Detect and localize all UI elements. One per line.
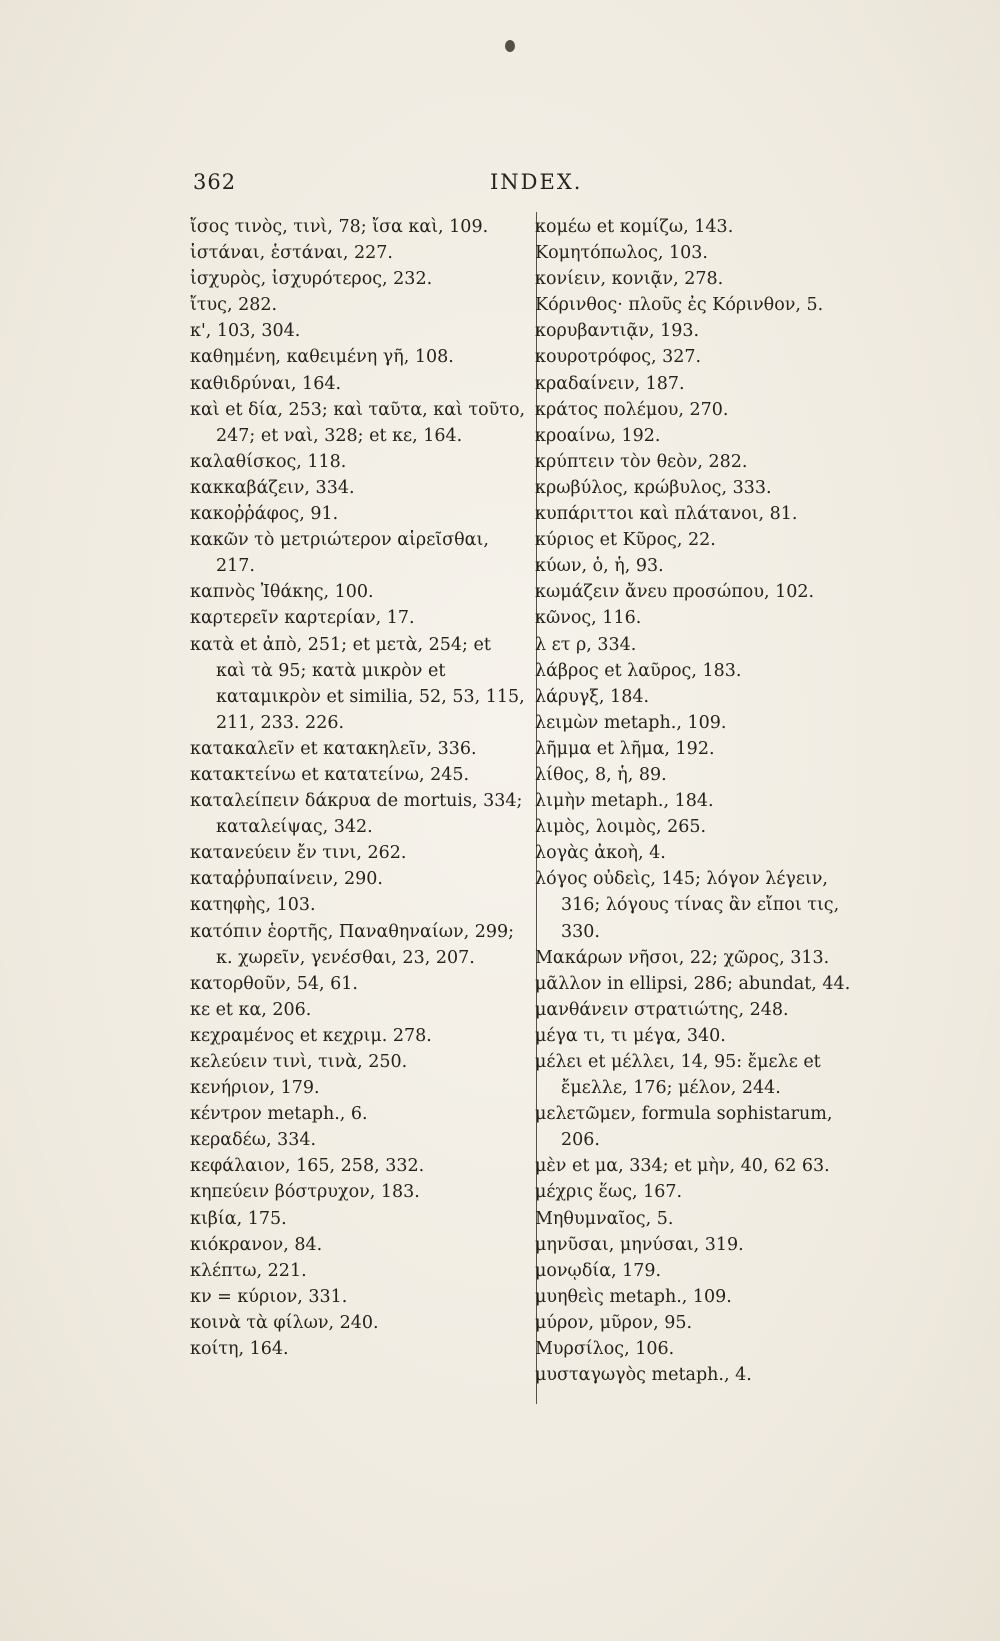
index-entry: κακῶν τὸ μετριώτερον αἱρεῖσθαι, 217. xyxy=(190,530,489,577)
index-entry: μυηθεὶς metaph., 109. xyxy=(535,1286,732,1307)
index-entry: κ', 103, 304. xyxy=(190,321,301,342)
index-entry: καταλείπειν δάκρυα de mortuis, 334; καταλείψας, 342. xyxy=(190,791,523,838)
index-entry: μέγα τι, τι μέγα, 340. xyxy=(535,1025,726,1046)
index-entry: λάβρος et λαῦρος, 183. xyxy=(535,660,742,681)
index-entry: κιβία, 175. xyxy=(190,1208,287,1229)
index-entry: Κομητόπωλος, 103. xyxy=(535,243,708,264)
index-entry: κυπάριττοι καὶ πλάτανοι, 81. xyxy=(535,504,798,525)
index-entry: καθιδρύναι, 164. xyxy=(190,373,342,394)
index-entry: λογὰς ἀκοὴ, 4. xyxy=(535,843,666,864)
index-entry: κατορθοῦν, 54, 61. xyxy=(190,973,358,994)
index-entry: κύων, ὁ, ἡ, 93. xyxy=(535,556,664,577)
index-entry: κεραδέω, 334. xyxy=(190,1130,317,1151)
index-entry: κέντρον metaph., 6. xyxy=(190,1104,368,1125)
index-entry: κρύπτειν τὸν θεὸν, 282. xyxy=(535,451,748,472)
index-entry: καταῤῥυπαίνειν, 290. xyxy=(190,869,383,890)
index-entry: κεφάλαιον, 165, 258, 332. xyxy=(190,1156,425,1177)
index-entry: κομέω et κομίζω, 143. xyxy=(535,217,734,237)
ink-speck xyxy=(505,40,515,52)
index-entry: ἴτυς, 282. xyxy=(190,295,278,316)
index-entry: Κόρινθος· πλοῦς ἐς Κόρινθον, 5. xyxy=(535,295,824,316)
index-entry: κραδαίνειν, 187. xyxy=(535,373,685,394)
index-entry: κακκαβάζειν, 334. xyxy=(190,477,355,498)
index-entry: λῆμμα et λῆμα, 192. xyxy=(535,738,715,759)
index-entry: κατὰ et ἀπὸ, 251; et μετὰ, 254; et καὶ τὰ 95; κατὰ μικρὸν et καταμικρὸν et similia, 52, 53, 115, 211, 233. 226. xyxy=(190,634,525,733)
index-entry: καὶ et δία, 253; καὶ ταῦτα, καὶ τοῦτο, 247; et ναὶ, 328; et κε, 164. xyxy=(190,399,526,446)
index-entry: μονῳδία, 179. xyxy=(535,1260,662,1281)
index-entry: κωμάζειν ἄνευ προσώπου, 102. xyxy=(535,582,815,603)
index-entry: λίθος, 8, ἡ, 89. xyxy=(535,764,667,785)
index-entry: μυσταγωγὸς metaph., 4. xyxy=(535,1365,752,1386)
index-entry: λειμὼν metaph., 109. xyxy=(535,712,727,733)
index-entry: κν = κύριον, 331. xyxy=(190,1286,348,1307)
index-entry: κατακαλεῖν et κατακηλεῖν, 336. xyxy=(190,738,477,759)
running-title: INDEX. xyxy=(490,170,583,194)
index-entry: καλαθίσκος, 118. xyxy=(190,451,347,472)
index-entry: μέχρις ἕως, 167. xyxy=(535,1182,683,1203)
index-entry: κράτος πολέμου, 270. xyxy=(535,399,729,420)
index-entry: κουροτρόφος, 327. xyxy=(535,347,702,368)
index-entry: λάρυγξ, 184. xyxy=(535,686,650,707)
index-entry: κεχραμένος et κεχριμ. 278. xyxy=(190,1025,432,1046)
index-entry: λ ετ ρ, 334. xyxy=(535,634,637,655)
index-column-right xyxy=(535,214,870,1388)
index-entry: Μακάρων νῆσοι, 22; χῶρος, 313. xyxy=(535,947,830,968)
index-entry: κονίειν, κονιᾷν, 278. xyxy=(535,269,724,290)
index-entry: λιμὴν metaph., 184. xyxy=(535,791,714,812)
index-entry: μέλει et μέλλει, 14, 95: ἔμελε et ἔμελλε, 176; μέλον, 244. xyxy=(535,1052,821,1099)
index-entry: κατόπιν ἑορτῆς, Παναθηναίων, 299; κ. χωρεῖν, γενέσθαι, 23, 207. xyxy=(190,921,515,968)
index-entry: κατηφὴς, 103. xyxy=(190,895,316,916)
index-entry: ἴσος τινὸς, τινὶ, 78; ἴσα καὶ, 109. xyxy=(190,217,489,237)
index-entry: καπνὸς Ἰθάκης, 100. xyxy=(190,582,374,603)
index-entry: ἰσχυρὸς, ἰσχυρότερος, 232. xyxy=(190,269,433,290)
index-entry: κηπεύειν βόστρυχον, 183. xyxy=(190,1182,420,1203)
index-entry: μηνῦσαι, μηνύσαι, 319. xyxy=(535,1234,744,1255)
index-entry: μελετῶμεν, formula sophistarum, 206. xyxy=(535,1104,833,1151)
index-entry: κενήριον, 179. xyxy=(190,1078,320,1099)
index-entry: κατανεύειν ἔν τινι, 262. xyxy=(190,843,407,864)
index-entry: καρτερεῖν καρτερίαν, 17. xyxy=(190,608,415,629)
index-entry: Μηθυμναῖος, 5. xyxy=(535,1208,674,1229)
index-entry: μὲν et μα, 334; et μὴν, 40, 62 63. xyxy=(535,1156,830,1177)
index-entry: κε et κα, 206. xyxy=(190,999,312,1020)
index-column-left xyxy=(190,214,526,1362)
index-entry: μανθάνειν στρατιώτης, 248. xyxy=(535,999,789,1020)
index-entry: κύριος et Κῦρος, 22. xyxy=(535,530,716,551)
index-entry: κλέπτω, 221. xyxy=(190,1260,307,1281)
index-entry: κελεύειν τινὶ, τινὰ, 250. xyxy=(190,1052,408,1072)
index-entry: κορυβαντιᾷν, 193. xyxy=(535,321,700,342)
index-entry: κοίτη, 164. xyxy=(190,1339,289,1360)
index-entry: μᾶλλον in ellipsi, 286; abundat, 44. xyxy=(535,973,851,994)
page-header xyxy=(0,170,1000,200)
index-entry: κοινὰ τὰ φίλων, 240. xyxy=(190,1312,379,1333)
index-entry: κῶνος, 116. xyxy=(535,608,642,629)
index-entry: λιμὸς, λοιμὸς, 265. xyxy=(535,817,707,838)
index-entry: λόγος οὐδεὶς, 145; λόγον λέγειν, 316; λόγους τίνας ἂν εἴποι τις, 330. xyxy=(535,869,840,942)
index-entry: ἱστάναι, ἑστάναι, 227. xyxy=(190,243,393,264)
index-entry: καθημένη, καθειμένη γῆ, 108. xyxy=(190,347,454,368)
index-entry: κιόκρανον, 84. xyxy=(190,1234,323,1255)
index-entry: κακοῤῥάφος, 91. xyxy=(190,504,339,525)
index-entry: Μυρσίλος, 106. xyxy=(535,1339,675,1360)
index-entry: κατακτείνω et κατατείνω, 245. xyxy=(190,764,470,785)
index-entry: κρωβύλος, κρώβυλος, 333. xyxy=(535,477,772,498)
index-entry: κροαίνω, 192. xyxy=(535,425,661,446)
index-entry: μύρον, μῦρον, 95. xyxy=(535,1312,693,1333)
page-number: 362 xyxy=(193,170,237,194)
